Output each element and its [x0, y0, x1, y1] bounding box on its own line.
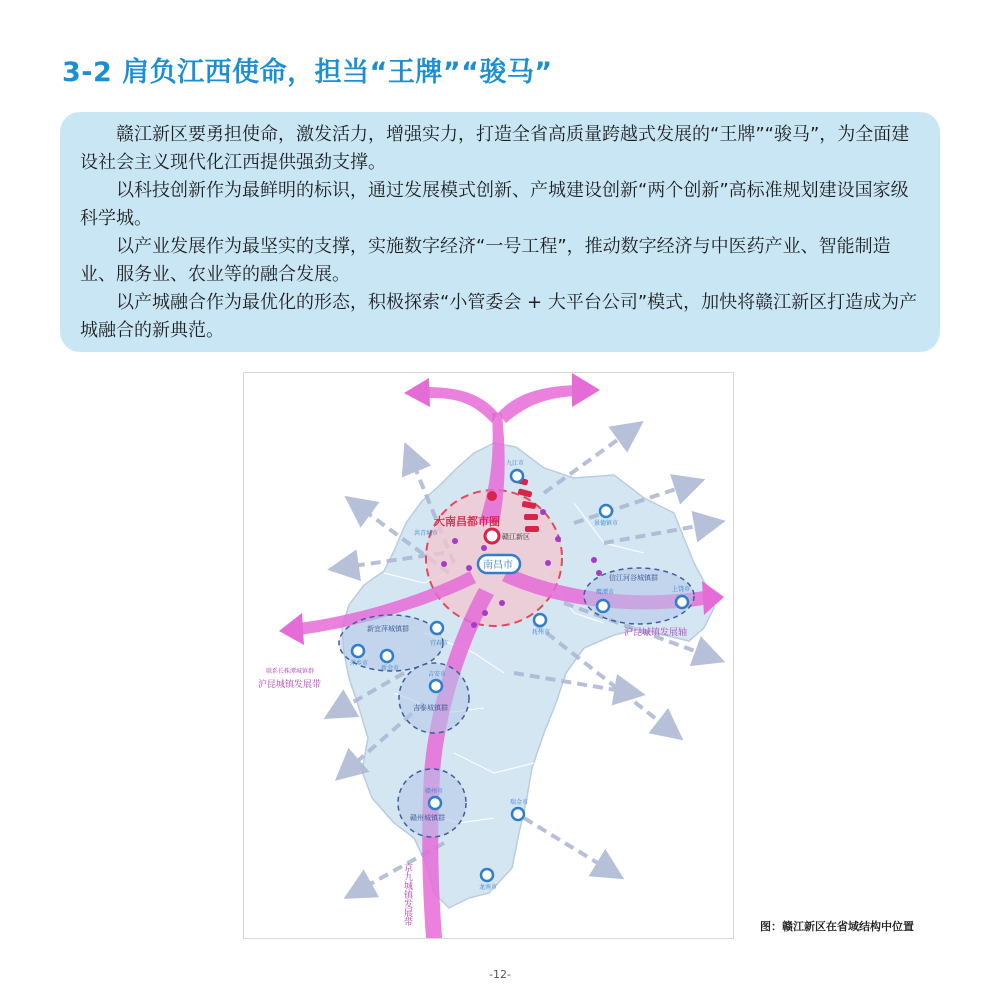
label-link-changzhutan: 联系长株潭城镇群 [266, 668, 315, 675]
label-gongqing: 共青城市 [414, 530, 439, 537]
paragraph-3: 以产业发展作为最坚实的支撑，实施数字经济“一号工程”，推动数字经济与中医药产业、智能制造业、服务业、农业等的融合发展。 [80, 236, 891, 285]
label-jingdezhen: 景德镇市 [594, 520, 619, 527]
label-new-district: 赣江新区 [502, 533, 530, 541]
label-group-jitai: 吉泰城镇群 [413, 704, 448, 712]
label-group-xinjiang: 信江河谷城镇群 [609, 574, 658, 582]
paragraph-2: 以科技创新作为最鲜明的标识，通过发展模式创新、产城建设创新“两个创新”高标准规划建设国家级科学城。 [80, 180, 909, 229]
label-group-ganzhou: 赣州城镇群 [410, 814, 445, 822]
page-title: 3-2 肩负江西使命，担当“王牌”“骏马” [62, 57, 553, 88]
intro-text-box [60, 112, 940, 352]
page-number: -12- [489, 968, 511, 981]
label-yichun: 宜春市 [430, 640, 449, 647]
label-axis-huchang-east: 沪昆城镇发展轴 [624, 628, 688, 638]
label-ruijin: 瑞金市 [510, 799, 529, 806]
paragraph-4: 以产城融合作为最优化的形态，积极探索“小管委会 + 大平台公司”模式，加快将赣江新区打造成为产城融合的新典范。 [80, 292, 918, 341]
label-jian: 吉安市 [428, 671, 447, 678]
label-metro: 大南昌都市圈 [434, 515, 500, 528]
label-jiujiang: 九江市 [506, 460, 525, 467]
paragraph-1: 赣江新区要勇担使命，激发活力，增强实力，打造全省高质量跨越式发展的“王牌”“骏马”，为全面建设社会主义现代化江西提供强劲支撑。 [80, 124, 910, 173]
label-capital: 南昌市 [483, 560, 513, 571]
figure-caption: 图：赣江新区在省域结构中位置 [760, 920, 914, 933]
label-shangrao: 上饶市 [672, 586, 691, 593]
label-yingtan: 鹰潭市 [596, 589, 615, 596]
label-pingxiang: 萍乡市 [350, 660, 369, 667]
label-axis-huchang-west: 沪昆城镇发展带 [258, 680, 322, 690]
label-fuzhou: 抚州市 [532, 629, 551, 636]
province-structure-map [243, 372, 734, 939]
label-xinyu: 新余市 [381, 665, 400, 672]
label-longnan: 龙南市 [479, 884, 498, 891]
label-group-xinyiping: 新宜萍城镇群 [367, 625, 409, 633]
label-ganzhou: 赣州市 [425, 788, 444, 795]
label-axis-jingjiu: 京九城镇发展带 [402, 863, 412, 926]
